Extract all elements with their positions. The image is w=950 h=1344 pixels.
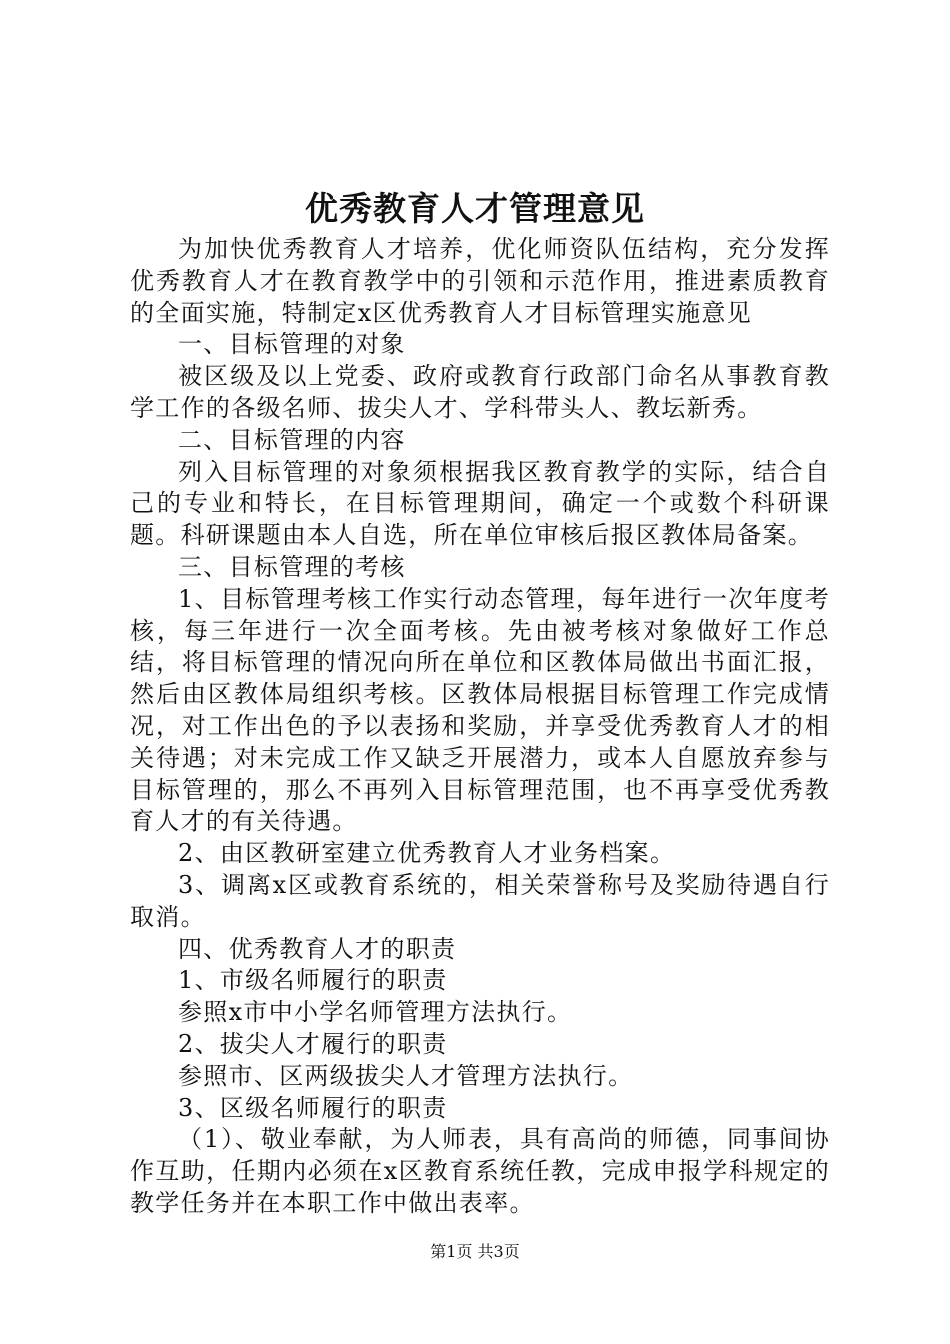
section-heading-3: 三、目标管理的考核 <box>178 552 406 581</box>
sub-heading: 3、区级名师履行的职责 <box>178 1093 448 1122</box>
page-number-footer: 第1页 共3页 <box>430 1242 520 1261</box>
paragraph: 列入目标管理的对象须根据我区教育教学的实际，结合自己的专业和特长，在目标管理期间，确定一个或数个科研课题。科研课题由本人自选，所在单位审核后报区教体局备案。 <box>130 457 830 550</box>
paragraph: （1）、敬业奉献，为人师表，具有高尚的师德，同事间协作互助，任期内必须在x区教育系统任教，完成申报学科规定的教学任务并在本职工作中做出表率。 <box>130 1125 830 1217</box>
paragraph-intro: 为加快优秀教育人才培养，优化师资队伍结构，充分发挥优秀教育人才在教育教学中的引领和示范作用，推进素质教育的全面实施，特制定x区优秀教育人才目标管理实施意见 <box>130 235 830 327</box>
document-body <box>130 234 830 1220</box>
sub-heading: 2、拔尖人才履行的职责 <box>178 1029 448 1058</box>
paragraph: 被区级及以上党委、政府或教育行政部门命名从事教育教学工作的各级名师、拔尖人才、学科带头人、教坛新秀。 <box>130 362 830 422</box>
section-heading-2: 二、目标管理的内容 <box>178 425 406 454</box>
paragraph: 1、目标管理考核工作实行动态管理，每年进行一次年度考核，每三年进行一次全面考核。先由被考核对象做好工作总结，将目标管理的情况向所在单位和区教体局做出书面汇报，然后由区教体局组织考核。区教体局根据目标管理工作完成情况，对工作出色的予以表扬和奖励，并享受优秀教育人才的相关待遇；对未完成工作又缺乏开展潜力，或本人自愿放弃参与目标管理的，那么不再列入目标管理范围，也不再享受优秀教育人才的有关待遇。 <box>130 584 830 836</box>
section-heading-1: 一、目标管理的对象 <box>178 330 406 359</box>
section-heading-4: 四、优秀教育人才的职责 <box>178 934 457 963</box>
paragraph: 3、调离x区或教育系统的，相关荣誉称号及奖励待遇自行取消。 <box>130 870 830 931</box>
paragraph: 2、由区教研室建立优秀教育人才业务档案。 <box>178 839 676 868</box>
sub-heading: 1、市级名师履行的职责 <box>178 966 448 995</box>
document-title: 优秀教育人才管理意见 <box>305 189 645 228</box>
paragraph: 参照x市中小学名师管理方法执行。 <box>178 998 573 1027</box>
paragraph: 参照市、区两级拔尖人才管理方法执行。 <box>178 1061 634 1090</box>
